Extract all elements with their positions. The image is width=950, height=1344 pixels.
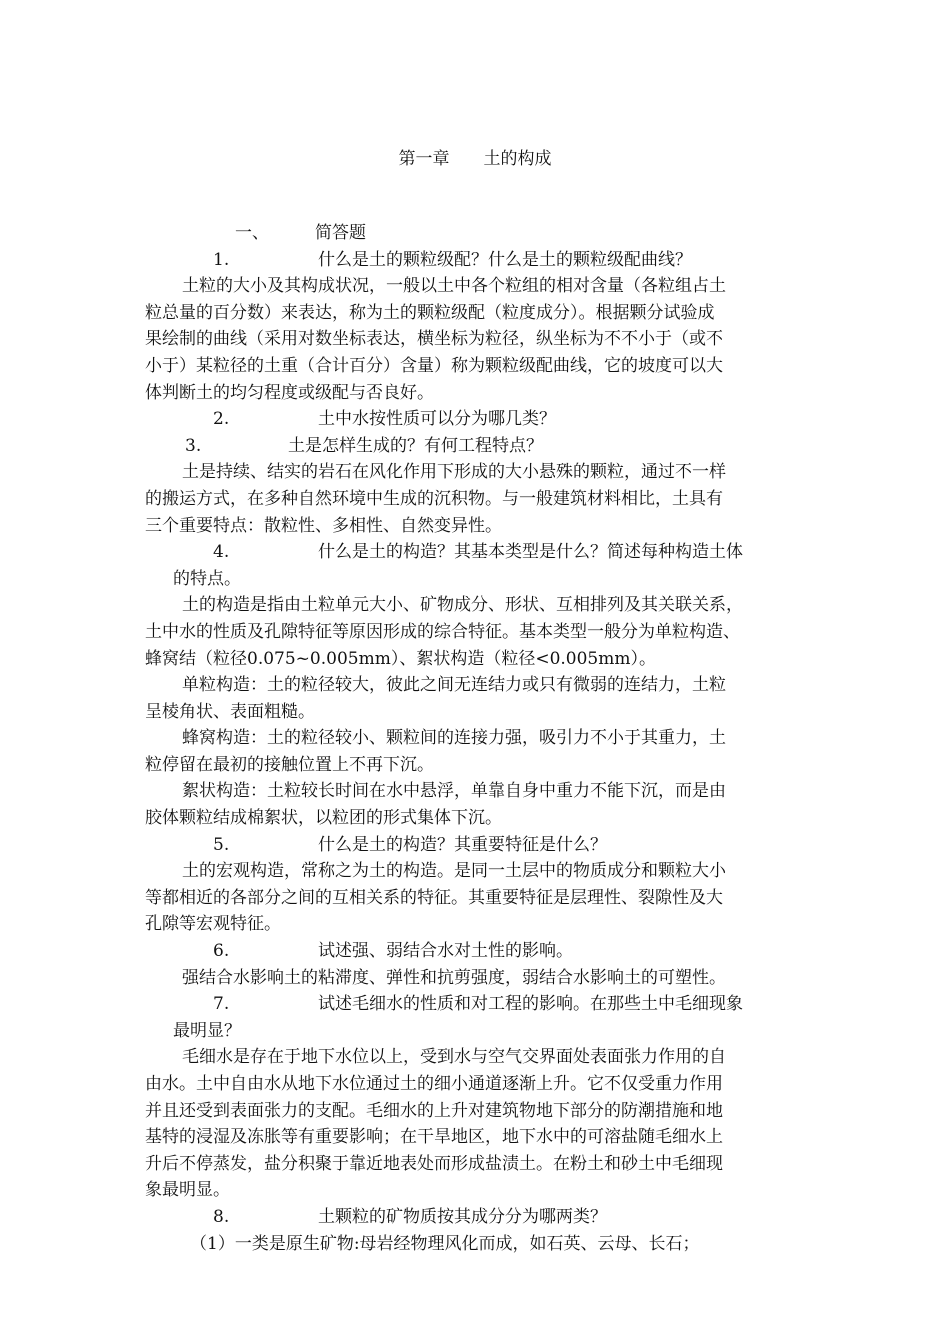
- answer-paragraph: [145, 965, 805, 992]
- paragraph-line: 蜂窝构造：土的粒径较小、颗粒间的连接力强，吸引力不小于其重力，土: [182, 728, 726, 749]
- answer-paragraph: [145, 725, 805, 778]
- document-body: [145, 220, 805, 1257]
- paragraph-line: 升后不停蒸发，盐分积聚于靠近地表处而形成盐渍土。在粉土和砂土中毛细现: [145, 1153, 723, 1174]
- paragraph-line: 的搬运方式，在多种自然环境中生成的沉积物。与一般建筑材料相比，土具有: [145, 488, 723, 509]
- paragraph-line: 土粒的大小及其构成状况，一般以土中各个粒组的相对含量（各粒组占土: [182, 276, 726, 297]
- question-number: 7.: [213, 994, 230, 1015]
- question-continuation: 的特点。: [173, 568, 241, 589]
- paragraph-line: 粒停留在最初的接触位置上不再下沉。: [145, 754, 434, 775]
- paragraph-line: 孔隙等宏观特征。: [145, 914, 281, 935]
- answer-paragraph: [145, 858, 805, 938]
- question-number: 5.: [213, 834, 230, 855]
- paragraph-line: 由水。土中自由水从地下水位通过土的细小通道逐渐上升。它不仅受重力作用: [145, 1074, 723, 1094]
- question-continuation: 最明显？: [173, 1020, 241, 1041]
- answer-paragraph: [145, 273, 805, 406]
- paragraph-line: 粒总量的百分数）来表达，称为土的颗粒级配（粒度成分）。根据颗分试验成: [145, 302, 715, 323]
- answer-paragraph: [145, 672, 805, 725]
- question-text: 什么是土的构造？其基本类型是什么？简述每种构造土体: [318, 542, 743, 563]
- question-heading: [145, 938, 805, 965]
- paragraph-line: 呈棱角状、表面粗糙。: [145, 701, 315, 722]
- question-heading: [145, 1204, 805, 1231]
- paragraph-line: 土的宏观构造，常称之为土的构造。是同一土层中的物质成分和颗粒大小: [182, 861, 726, 882]
- answer-paragraph: [145, 592, 805, 672]
- paragraph-line: 象最明显。: [145, 1180, 230, 1201]
- section-heading: [145, 220, 805, 247]
- answer-paragraph: [145, 1044, 805, 1204]
- question-heading: [145, 433, 805, 460]
- question-number: 8.: [213, 1206, 230, 1227]
- chapter-title: 第一章 土的构成: [398, 149, 552, 169]
- paragraph-line: 土中水的性质及孔隙特征等原因形成的综合特征。基本类型一般分为单粒构造、: [145, 621, 740, 642]
- question-text: 什么是土的颗粒级配？什么是土的颗粒级配曲线？: [318, 249, 692, 270]
- answer-paragraph: [145, 459, 805, 539]
- section-number: 一、: [235, 223, 269, 243]
- question-text: 什么是土的构造？其重要特征是什么？: [318, 834, 607, 855]
- paragraph-line: 单粒构造：土的粒径较大，彼此之间无连结力或只有微弱的连结力，土粒: [182, 675, 726, 696]
- paragraph-line: 果绘制的曲线（采用对数坐标表达，横坐标为粒径，纵坐标为不不小于（或不: [145, 329, 723, 350]
- paragraph-line: 蜂窝结（粒径0.075~0.005mm）、絮状构造（粒径<0.005mm）。: [145, 648, 656, 669]
- question-text: 试述强、弱结合水对土性的影响。: [318, 941, 573, 962]
- question-text: 土颗粒的矿物质按其成分分为哪两类？: [318, 1206, 607, 1227]
- paragraph-line: 小于）某粒径的土重（合计百分）含量）称为颗粒级配曲线，它的坡度可以大: [145, 355, 723, 376]
- question-number: 1.: [213, 249, 230, 270]
- paragraph-line: 体判断土的均匀程度或级配与否良好。: [145, 382, 434, 403]
- question-number: 6.: [213, 941, 230, 962]
- question-number: 4.: [213, 542, 230, 563]
- paragraph-line: 胶体颗粒结成棉絮状，以粒团的形式集体下沉。: [145, 808, 502, 829]
- paragraph-line: 三个重要特点：散粒性、多相性、自然变异性。: [145, 515, 502, 536]
- paragraph-line: 毛细水是存在于地下水位以上，受到水与空气交界面处表面张力作用的自: [182, 1047, 726, 1068]
- question-text: 土中水按性质可以分为哪几类？: [318, 409, 556, 430]
- paragraph-line: 基特的浸湿及冻胀等有重要影响；在干旱地区，地下水中的可溶盐随毛细水上: [145, 1127, 723, 1148]
- question-heading: [145, 539, 805, 566]
- paragraph-line: 土是持续、结实的岩石在风化作用下形成的大小悬殊的颗粒，通过不一样: [182, 462, 726, 483]
- list-item: （1）一类是原生矿物:母岩经物理风化而成，如石英、云母、长石；: [190, 1233, 700, 1254]
- paragraph-line: 絮状构造：土粒较长时间在水中悬浮，单靠自身中重力不能下沉，而是由: [182, 781, 726, 802]
- question-heading: [145, 406, 805, 433]
- answer-paragraph: [145, 778, 805, 831]
- question-number: 3.: [185, 435, 202, 456]
- paragraph-line: 土的构造是指由土粒单元大小、矿物成分、形状、互相排列及其关联关系，: [182, 595, 743, 616]
- question-heading: [145, 991, 805, 1018]
- paragraph-line: 并且还受到表面张力的支配。毛细水的上升对建筑物地下部分的防潮措施和地: [145, 1100, 723, 1121]
- paragraph-line: 等都相近的各部分之间的互相关系的特征。其重要特征是层理性、裂隙性及大: [145, 887, 723, 908]
- question-text: 试述毛细水的性质和对工程的影响。在那些土中毛细现象: [318, 994, 743, 1015]
- question-text: 土是怎样生成的？有何工程特点？: [288, 435, 543, 456]
- question-number: 2.: [213, 409, 230, 430]
- question-heading: [145, 247, 805, 274]
- section-label: 简答题: [315, 223, 366, 243]
- paragraph-line: 强结合水影响土的粘滞度、弹性和抗剪强度，弱结合水影响土的可塑性。: [182, 967, 726, 988]
- question-heading: [145, 832, 805, 859]
